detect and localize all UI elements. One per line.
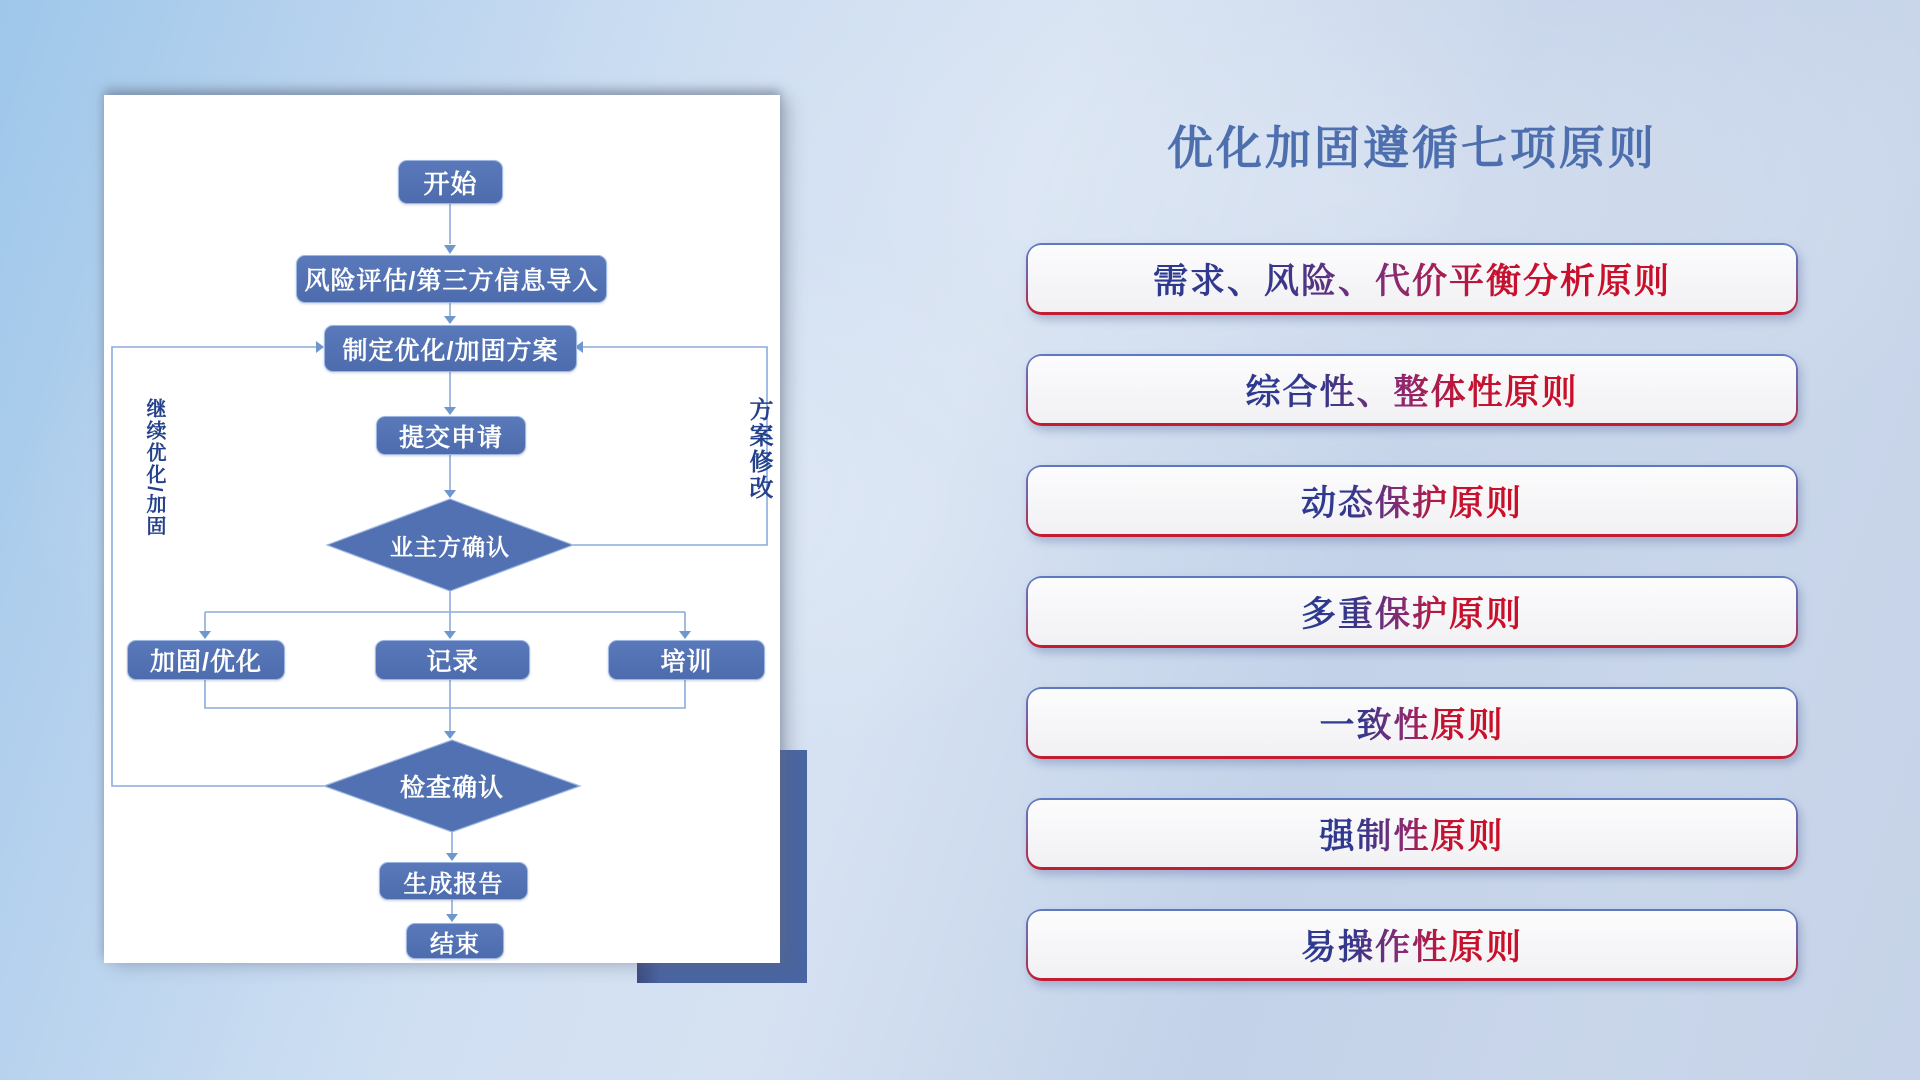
- flow-node-reinforce: [127, 640, 285, 680]
- flow-node-make-plan-label: 制定优化/加固方案: [342, 336, 559, 365]
- principle-item-2-surface: [1028, 356, 1796, 423]
- principle-item-1-surface: [1028, 245, 1796, 312]
- principle-item-4-surface: [1028, 578, 1796, 645]
- principle-item-1-label: 需求、风险、代价平衡分析原则: [1153, 254, 1671, 304]
- principle-item-1: [1026, 243, 1798, 315]
- owner-confirm-text: 业主方确认: [390, 533, 510, 560]
- flow-node-end: [406, 923, 504, 959]
- flow-node-check-confirm-label: [352, 772, 552, 800]
- flow-node-training-label: 培训: [660, 648, 713, 676]
- flow-node-start-label: 开始: [423, 168, 478, 199]
- principle-item-7-label: 易操作性原则: [1301, 920, 1523, 970]
- principle-item-2-label: 综合性、整体性原则: [1245, 365, 1578, 415]
- principle-item-6: [1026, 798, 1798, 870]
- principle-item-7: [1026, 909, 1798, 981]
- flow-node-risk-import-label: 风险评估/第三方信息导入: [304, 267, 599, 295]
- flow-node-training: [608, 640, 765, 680]
- flow-node-record-label: 记录: [426, 648, 479, 676]
- flow-node-submit: [376, 416, 526, 455]
- principle-item-3-label: 动态保护原则: [1301, 476, 1523, 526]
- principle-item-6-surface: [1028, 800, 1796, 867]
- flow-node-make-plan: [324, 325, 577, 372]
- principle-item-3: [1026, 465, 1798, 537]
- flow-node-record: [375, 640, 530, 680]
- flow-node-end-label: 结束: [430, 930, 480, 958]
- principle-item-5-label: 一致性原则: [1319, 698, 1504, 748]
- principle-item-5-surface: [1028, 689, 1796, 756]
- flow-node-report: [379, 862, 528, 900]
- principle-item-6-label: 强制性原则: [1319, 809, 1504, 859]
- flow-node-start: [398, 160, 503, 204]
- principle-item-4: [1026, 576, 1798, 648]
- principle-item-5: [1026, 687, 1798, 759]
- check-confirm-text: 检查确认: [399, 774, 504, 802]
- page-title: 优化加固遵循七项原则: [1167, 122, 1657, 174]
- principle-item-2: [1026, 354, 1798, 426]
- flow-node-submit-label: 提交申请: [398, 423, 503, 452]
- flowchart-panel: [104, 95, 780, 963]
- flow-node-risk-import: [296, 255, 607, 303]
- flow-node-report-label: 生成报告: [403, 870, 504, 898]
- edge-label-plan-revise: 方案修改: [745, 397, 772, 501]
- flow-node-reinforce-label: 加固/优化: [150, 648, 262, 676]
- principle-item-4-label: 多重保护原则: [1301, 587, 1523, 637]
- flow-node-owner-confirm-label: [350, 532, 550, 558]
- principle-item-3-surface: [1028, 467, 1796, 534]
- edge-label-continue-loop: 继续优化/加固: [143, 398, 165, 538]
- principle-item-7-surface: [1028, 911, 1796, 978]
